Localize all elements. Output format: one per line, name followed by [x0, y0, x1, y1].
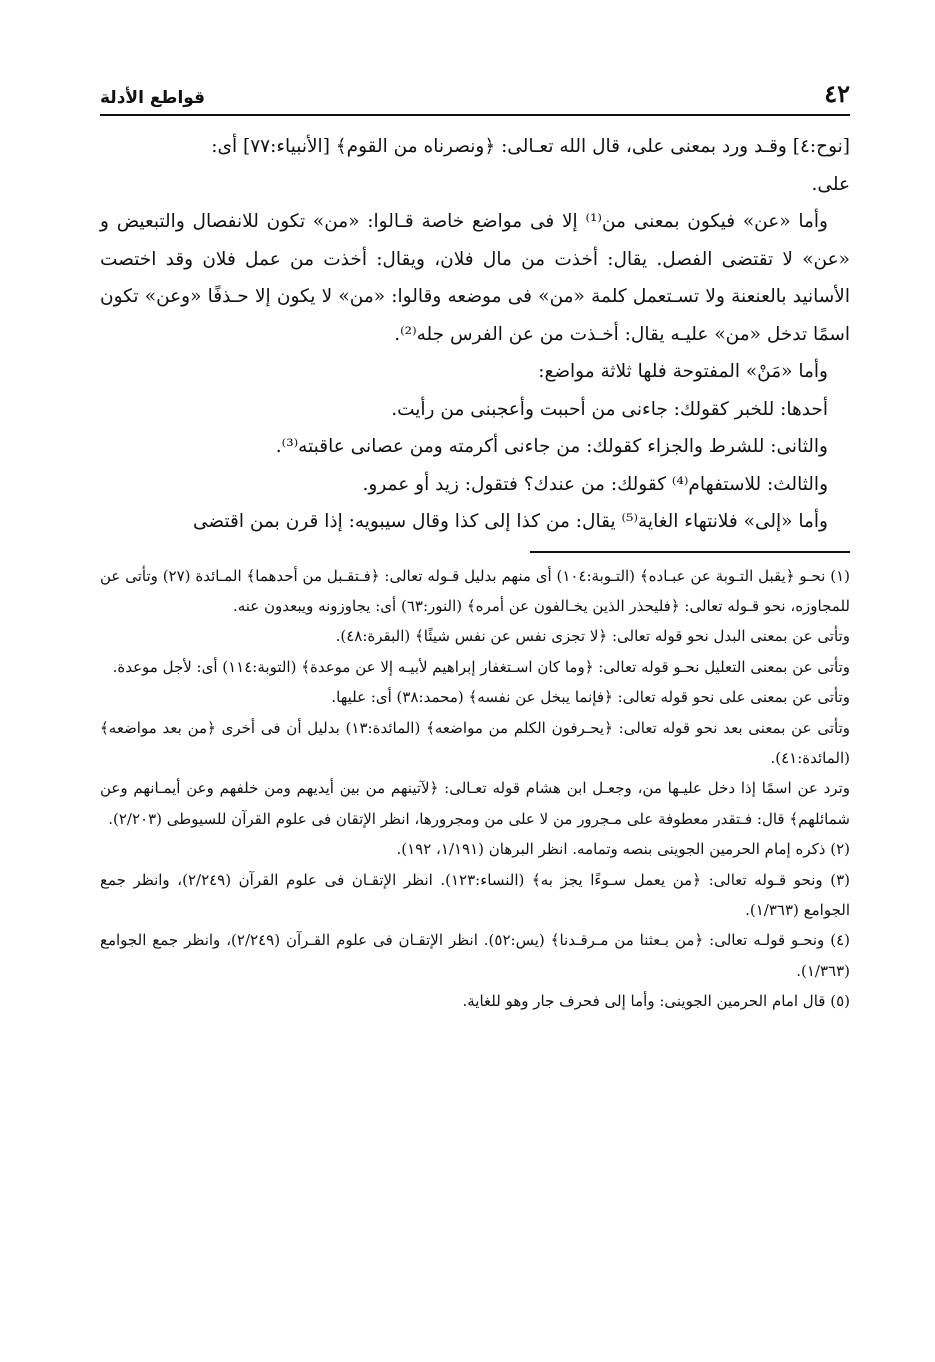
paragraph: وأما «مَنْ» المفتوحة فلها ثلاثة مواضع:	[538, 361, 828, 382]
book-page	[100, 72, 850, 1017]
paragraph: والثانى: للشرط والجزاء كقولك: من جاءنى أكرمته ومن عصانى عاقبته⁽³⁾.	[275, 436, 828, 457]
footnote-separator	[530, 551, 850, 553]
footnote: (١) نحـو ﴿يقبل التـوبة عن عبـاده﴾ (التـوبة:١٠٤) أى منهم بدليل قـوله تعالى: ﴿فـتقـبل من أحدهما﴾ المـائدة (٢٧) وتأتى عن للمجاوزه، نحو قـوله تعالى: ﴿فليحذر الذين يخـالفون عن أمره﴾ (النور:٦٣) أى: يجاوزونه ويبعدون عنه.	[100, 566, 850, 615]
footnote: (٣) ونحو قـوله تعالى: ﴿من يعمل سـوءًا يجز به﴾ (النساء:١٢٣). انظر الإتقـان فى علوم القرآن (٢/٢٤٩)، وانظر جمع الجوامع (١/٣٦٣).	[100, 870, 850, 919]
paragraph: وأما «عن» فيكون بمعنى من⁽¹⁾ إلا فى مواضع خاصة قـالوا: «من» تكون للانفصال والتبعيض و «عن» لا تقتضى الفصل. يقال: أخذت من مال فلان، ويقال: أخذت من عمل فلان وقد اختصت الأسانيد بالعنعنة ولا تسـتعمل كلمة «من» فى موضعه وقالوا: «من» لا يكون إلا حـذفًا «وعن» تكون اسمًا تدخل «من» عليـه يقال: أخـذت من عن الفرس جله⁽²⁾.	[100, 211, 850, 345]
footnotes	[100, 561, 850, 1017]
paragraph: أحدها: للخبر كقولك: جاءنى من أحببت وأعجبنى من رأيت.	[391, 398, 828, 420]
main-text	[100, 128, 850, 541]
paragraph: والثالث: للاستفهام⁽⁴⁾ كقولك: من عندك؟ فتقول: زيد أو عمرو.	[362, 473, 828, 495]
footnote: وتأتى عن بمعنى البدل نحو قوله تعالى: ﴿لا تجزى نفس عن نفس شيئًا﴾ (البقرة:٤٨).	[335, 627, 850, 646]
footnote: وتأتى عن بمعنى على نحو قوله تعالى: ﴿فإنما يبخل عن نفسه﴾ (محمد:٣٨) أى: عليها.	[331, 688, 850, 707]
footnote: (٤) ونحـو قولـه تعالى: ﴿من بـعثنا من مـرقـدنا﴾ (يس:٥٢). انظر الإتقـان فى علوم القـرآن (٢/٢٤٩)، وانظر جمع الجوامع (١/٣٦٣).	[100, 931, 850, 980]
paragraph: وأما «إلى» فلانتهاء الغاية⁽⁵⁾ يقال: من كذا إلى كذا وقال سيبويه: إذا قرن بمن اقتضى	[193, 511, 828, 532]
running-title: قواطع الأدلة	[100, 88, 206, 108]
footnote: وتأتى عن بمعنى التعليل نحـو قوله تعالى: ﴿وما كان اسـتغفار إبراهيم لأبيـه إلا عن موعدة﴾ (التوبة:١١٤) أى: لأجل موعدة.	[112, 657, 850, 676]
paragraph: على.	[811, 173, 850, 195]
paragraph: [نوح:٤] وقـد ورد بمعنى على، قال الله تعـالى: ﴿ونصرناه من القوم﴾ [الأنبياء:٧٧] أى:	[211, 136, 850, 157]
page-header	[100, 72, 850, 116]
footnote: (٥) قال امام الحرمين الجوينى: وأما إلى فحرف جار وهو للغاية.	[462, 992, 850, 1011]
footnote: (٢) ذكره إمام الحرمين الجوينى بنصه وتمامه. انظر البرهان (١/١٩١، ١٩٢).	[396, 840, 850, 859]
footnote: وتأتى عن بمعنى بعد نحو قوله تعالى: ﴿يحـرفون الكلم من مواضعه﴾ (المائدة:١٣) بدليل أن فى أخرى ﴿من بعد مواضعه﴾ (المائدة:٤١).	[100, 718, 850, 767]
page-number: ٤٢	[824, 79, 850, 108]
footnote: وترد عن اسمًا إذا دخل عليـها من، وجعـل ابن هشام قوله تعـالى: ﴿لآتينهم من بين أيديهم ومن خلفهم وعن أيمـانهم وعن شمائلهم﴾ قال: فـتقدر معطوفة على مـجرور من لا على من ومجرورها، انظر الإتقان فى علوم القرآن للسيوطى (٢/٢٠٣).	[100, 779, 850, 828]
